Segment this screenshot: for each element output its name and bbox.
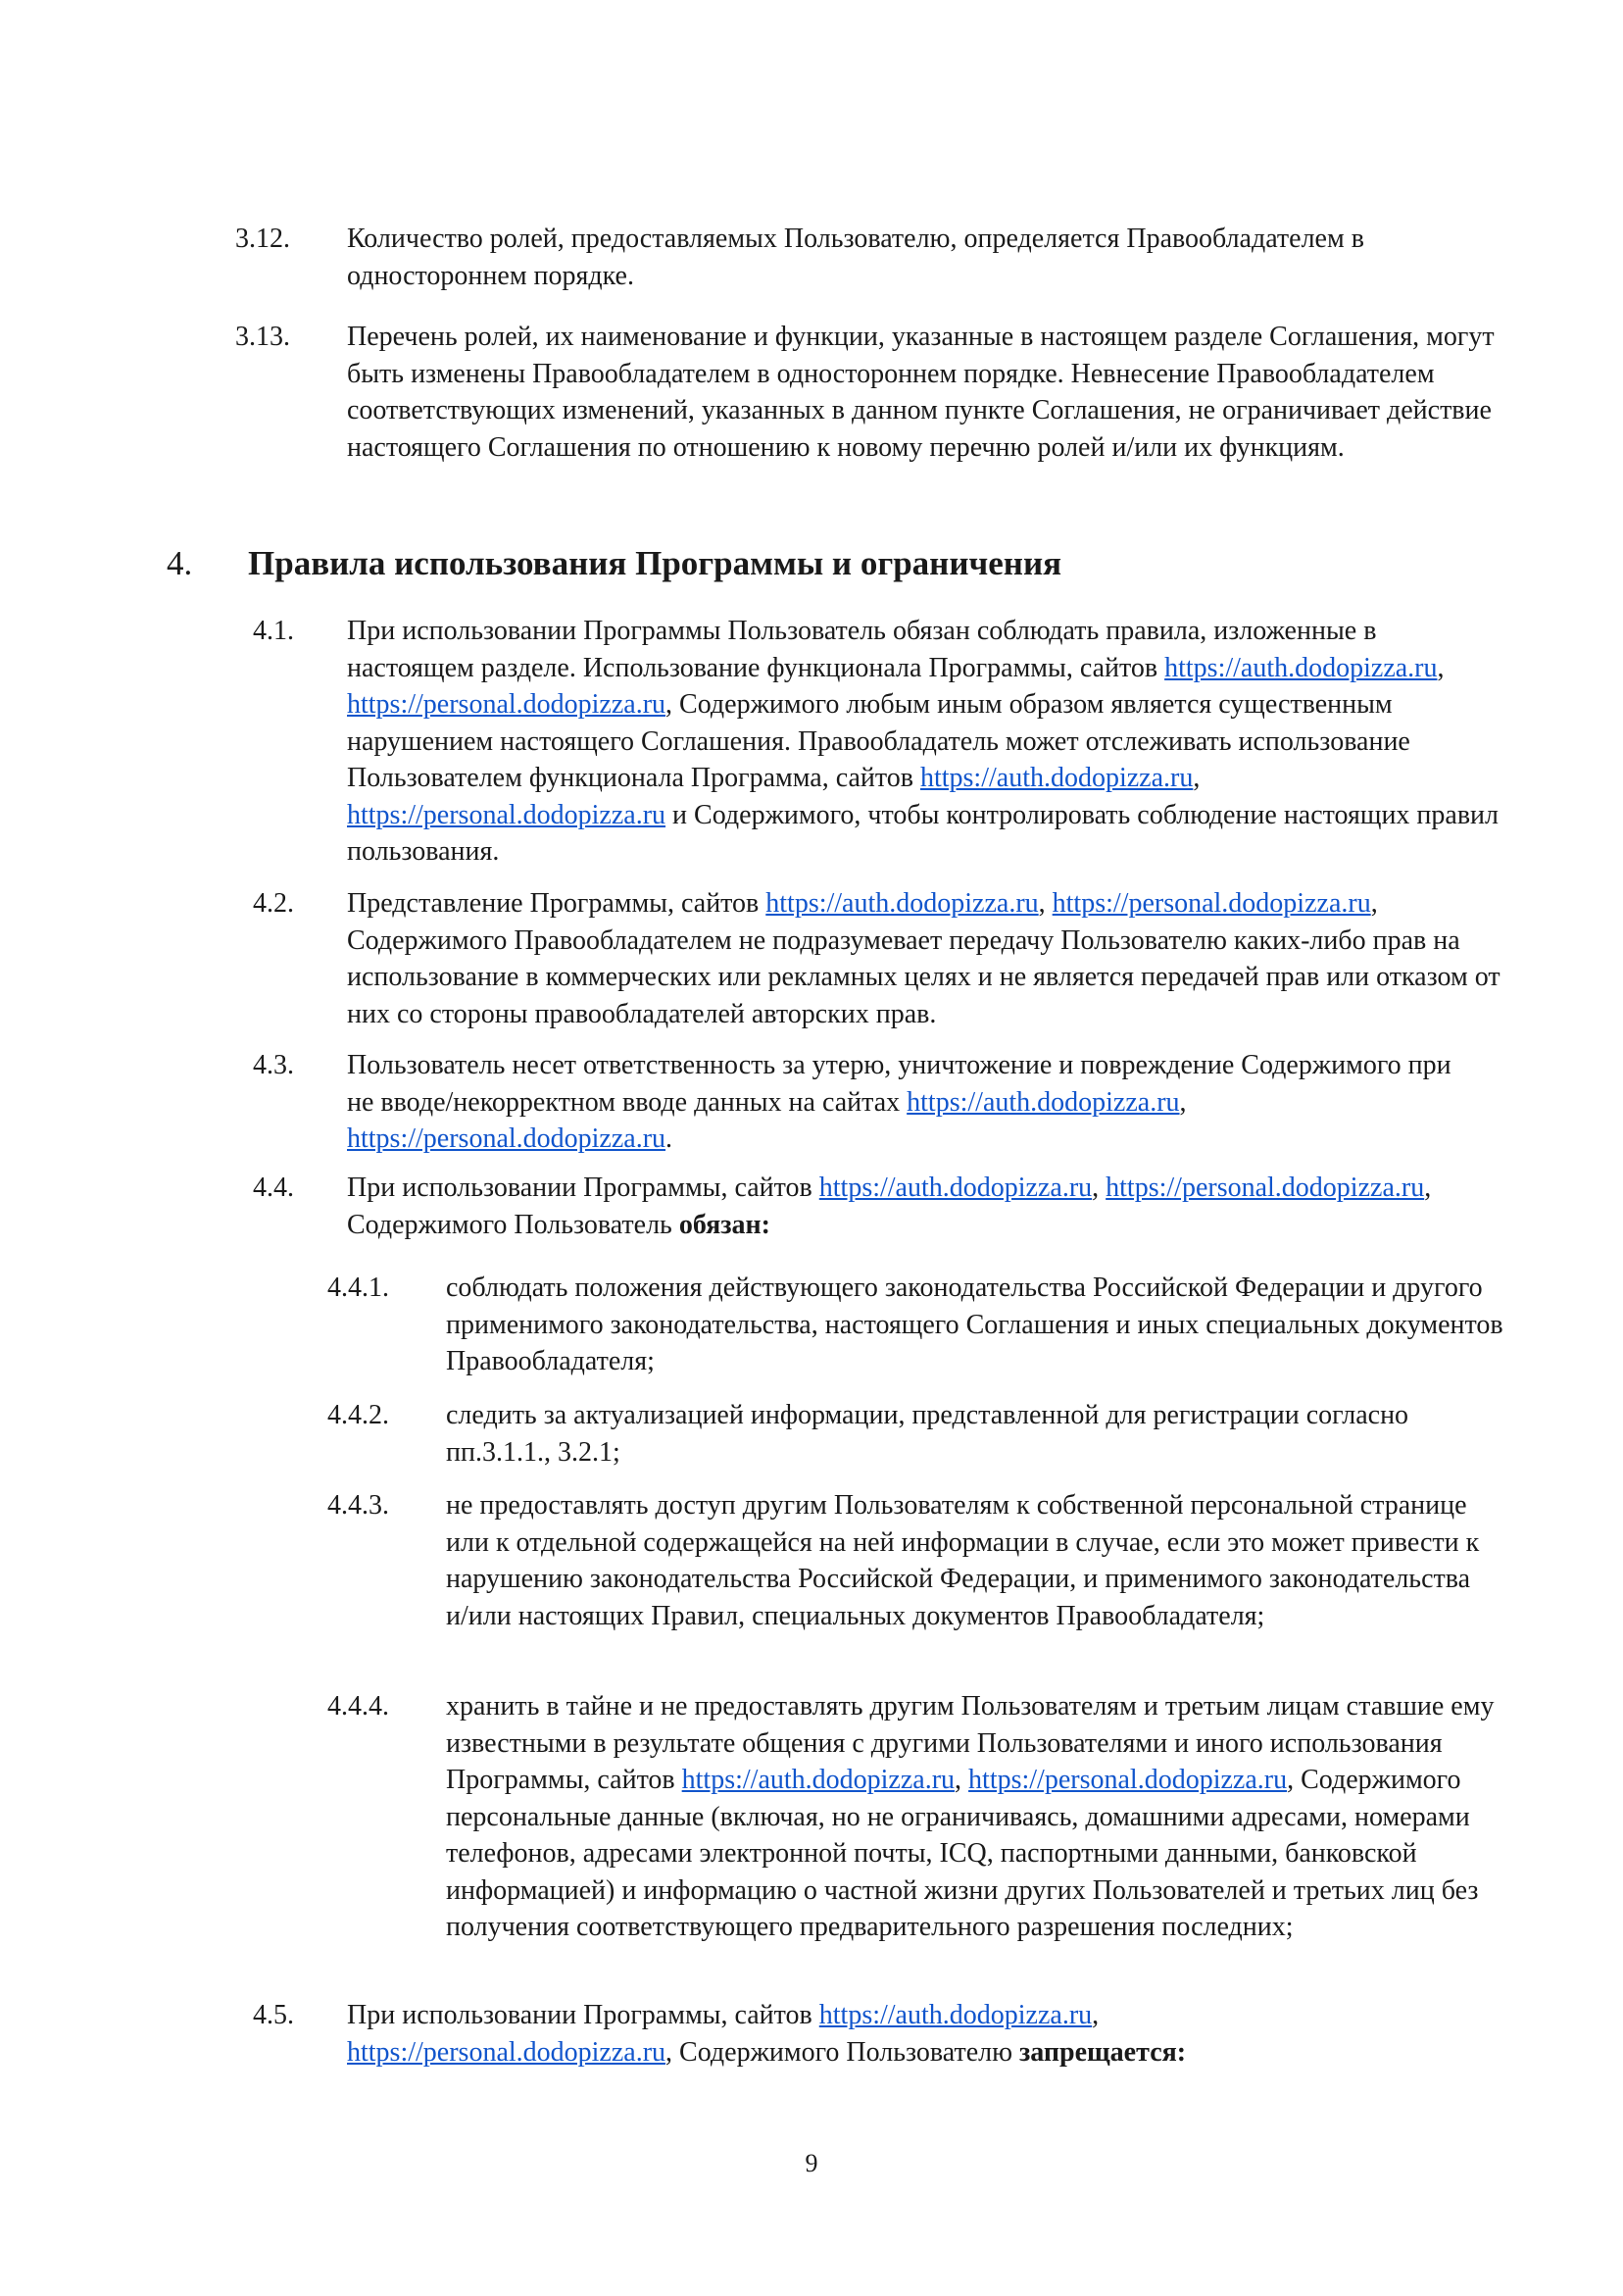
page-number: 9 [805, 2149, 818, 2177]
clause-number: 4.2. [253, 888, 294, 919]
section-title: Правила использования Программы и ограничения [248, 544, 1062, 582]
clause-text: При использовании Программы, сайтов https://auth.dodopizza.ru, https://personal.dodopizza.ru, Содержимого Пользователь обязан: [347, 1173, 1432, 1240]
obligation-label: обязан: [678, 1209, 771, 1240]
clause-number: 4.4.1. [327, 1273, 389, 1303]
clause-number: 3.13. [235, 322, 290, 352]
personal-link[interactable]: https://personal.dodopizza.ru [347, 799, 666, 830]
clause-number: 4.5. [253, 2000, 294, 2030]
personal-link[interactable]: https://personal.dodopizza.ru [347, 2036, 666, 2068]
personal-link[interactable]: https://personal.dodopizza.ru [1052, 888, 1371, 919]
clause-number: 4.3. [253, 1050, 294, 1080]
clause-text: соблюдать положения действующего законодательства Российской Федерации и другого применимого законодательства, настоящего Соглашения и иных специальных документов Правообладателя; [446, 1273, 1503, 1376]
clause-text: Пользователь несет ответственность за утерю, уничтожение и повреждение Содержимого при не вводе/некорректном вводе данных на сайтах https://auth.dodopizza.ru, https://personal.dodopizza.ru. [347, 1050, 1451, 1154]
clause-text: Количество ролей, предоставляемых Пользователю, определяется Правообладателем в одностороннем порядке. [347, 224, 1364, 291]
clause-number: 4.4. [253, 1173, 294, 1203]
clause-text: При использовании Программы Пользователь обязан соблюдать правила, изложенные в настоящем разделе. Использование функционала Программы, сайтов https://auth.dodopizza.ru, https://personal.dodopizza.ru, Содержимого любым иным образом является существенным нарушением настоящего Соглашения. Правообладатель может отслеживать использование Пользователем функционала Программа, сайтов https://auth.dodopizza.ru, https://personal.dodopizza.ru и Содержимого, чтобы контролировать соблюдение настоящих правил пользования. [347, 616, 1500, 867]
auth-link[interactable]: https://auth.dodopizza.ru [1164, 652, 1438, 683]
section-number: 4. [167, 544, 193, 582]
clause-text: следить за актуализацией информации, представленной для регистрации согласно пп.3.1.1., 3.2.1; [446, 1400, 1409, 1468]
auth-link[interactable]: https://auth.dodopizza.ru [681, 1765, 956, 1795]
clause-text: хранить в тайне и не предоставлять другим Пользователям и третьим лицам ставшие ему известными в результате общения с другими Пользователями и иного использования Программы, сайтов https://auth.dodopizza.ru, https://personal.dodopizza.ru, Содержимого персональные данные (включая, но не ограничиваясь, домашними адресами, номерами телефонов, адресами электронной почты, ICQ, паспортными данными, банковской информацией) и информацию о частной жизни других Пользователей и третьих лиц без получения соответствующего предварительного разрешения последних; [446, 1691, 1495, 1942]
clause-number: 4.4.2. [327, 1400, 389, 1430]
clause-number: 3.12. [235, 224, 290, 254]
auth-link[interactable]: https://auth.dodopizza.ru [818, 2000, 1093, 2030]
auth-link[interactable]: https://auth.dodopizza.ru [919, 763, 1194, 793]
clause-text: Представление Программы, сайтов https://auth.dodopizza.ru, https://personal.dodopizza.ru, Содержимого Правообладателем не подразумевает передачу Пользователю каких-либо прав на использование в коммерческих или рекламных целях и не является передачей прав или отказом от них со стороны правообладателей авторских прав. [347, 888, 1500, 1029]
personal-link[interactable]: https://personal.dodopizza.ru [1106, 1173, 1425, 1203]
prohibition-label: запрещается: [1019, 2036, 1187, 2068]
clause-number: 4.4.4. [327, 1691, 389, 1722]
personal-link[interactable]: https://personal.dodopizza.ru [968, 1765, 1288, 1795]
auth-link[interactable]: https://auth.dodopizza.ru [818, 1173, 1093, 1203]
auth-link[interactable]: https://auth.dodopizza.ru [907, 1086, 1180, 1118]
clause-number: 4.1. [253, 616, 294, 646]
personal-link[interactable]: https://personal.dodopizza.ru [347, 1123, 666, 1154]
personal-link[interactable]: https://personal.dodopizza.ru [347, 689, 666, 720]
auth-link[interactable]: https://auth.dodopizza.ru [765, 888, 1039, 919]
clause-text: Перечень ролей, их наименование и функции, указанные в настоящем разделе Соглашения, могут быть изменены Правообладателем в одностороннем порядке. Невнесение Правообладателем соответствующих изменений, указанных в данном пункте Соглашения, не ограничивает действие настоящего Соглашения по отношению к новому перечню ролей и/или их функциям. [347, 322, 1495, 463]
clause-number: 4.4.3. [327, 1490, 389, 1521]
clause-text: не предоставлять доступ другим Пользователям к собственной персональной странице или к отдельной содержащейся на ней информации в случае, если это может привести к нарушению законодательства Российской Федерации, и применимого законодательства и/или настоящих Правил, специальных документов Правообладателя; [446, 1490, 1480, 1631]
clause-text: При использовании Программы, сайтов https://auth.dodopizza.ru, https://personal.dodopizza.ru, Содержимого Пользователю запрещается: [347, 2000, 1187, 2068]
